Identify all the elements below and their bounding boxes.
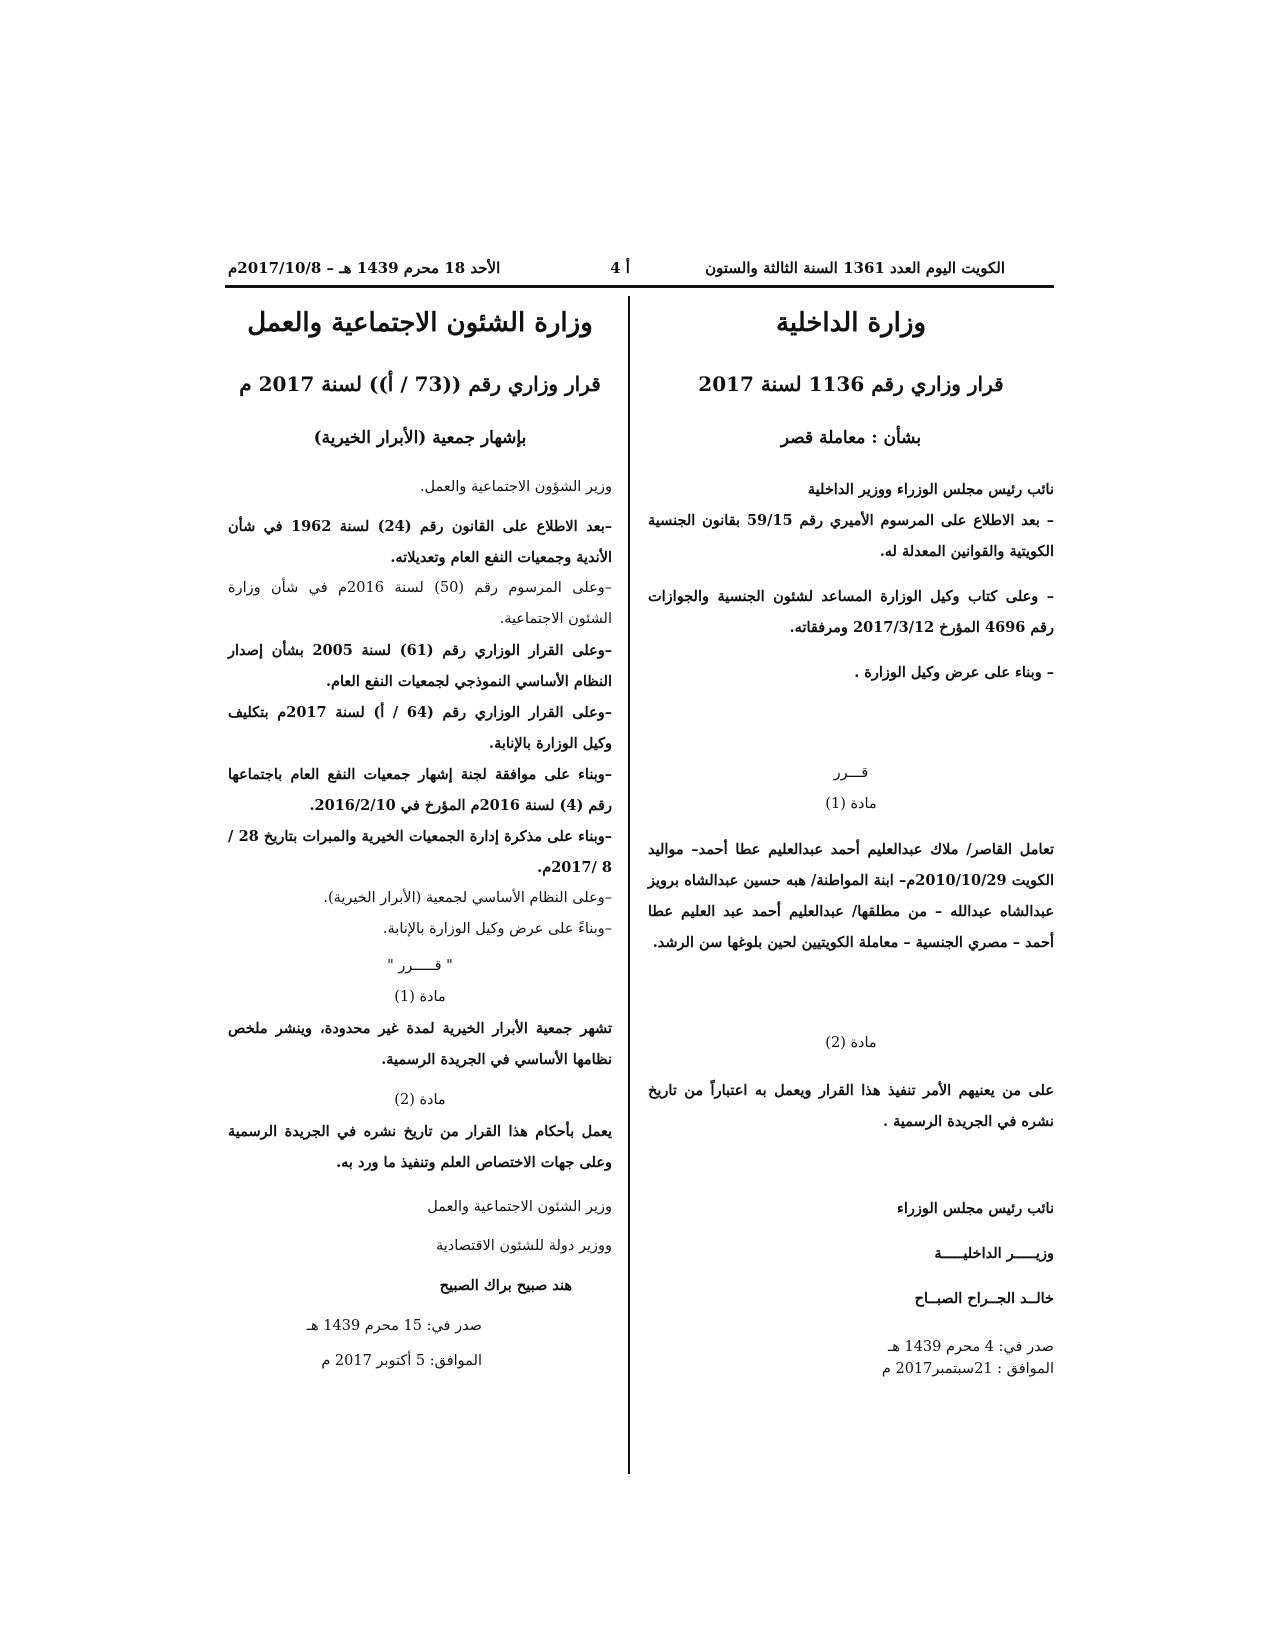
signatory-name: خالــد الجــراح الصبــاح [914, 1290, 1054, 1307]
signatory-title: وزير الشئون الاجتماعية والعمل [427, 1199, 612, 1215]
header-rule [225, 285, 1054, 288]
preamble-line: –وبناء على موافقة لجنة إشهار جمعيات النفع العام باجتماعها رقم (4) لسنة 2016م المؤرخ في 2016/2/10. [228, 766, 612, 814]
issue-date: صدر في: 4 محرم 1439 هـ [887, 1339, 1054, 1355]
decided-heading: قـــرر [833, 765, 869, 781]
preamble-line: – وعلى كتاب وكيل الوزارة المساعد لشئون الجنسية والجوازات رقم 4696 المؤرخ 2017/3/12 ومرفقاته. [648, 588, 1054, 636]
article-1-text: تعامل القاصر/ ملاك عبدالعليم أحمد عبدالعليم عطا أحمد– مواليد الكويت 2010/10/29م– ابنة المواطنة/ هبه حسين عبدالشاه برويز عبدالشاه عبدالله – من مطلقها/ عبدالعليم أحمد عبد العليم عطا أحمد – مصري الجنسية – معاملة الكويتيين لحين بلوغها سن الرشد. [648, 841, 1054, 951]
ministry-title: وزارة الشئون الاجتماعية والعمل [247, 308, 593, 338]
signatory-title: وزيـــــر الداخليـــــة [934, 1245, 1054, 1262]
signatory-title: نائب رئيس مجلس الوزراء [897, 1200, 1054, 1217]
article-1-title: مادة (1) [825, 796, 877, 812]
article-1-title: مادة (1) [394, 989, 446, 1005]
decree-subject: بإشهار جمعية (الأبرار الخيرية) [313, 428, 527, 448]
decided-heading: " قـــــرر " [387, 958, 453, 974]
article-2-text: على من يعنيهم الأمر تنفيذ هذا القرار ويعمل به اعتباراً من تاريخ نشره في الجريدة الرسمية . [648, 1082, 1054, 1130]
preamble-line: نائب رئيس مجلس الوزراء ووزير الداخلية [807, 481, 1054, 498]
corresponding-date: الموافق : 21سبتمبر2017 م [881, 1361, 1054, 1377]
ministry-title: وزارة الداخلية [775, 308, 927, 338]
header-issue-info: الكويت اليوم العدد 1361 السنة الثالثة والستون [705, 259, 1005, 277]
preamble-line: –وبناءً على عرض وكيل الوزارة بالإنابة. [382, 921, 612, 937]
decree-subject: بشأن : معاملة قصر [780, 428, 922, 448]
preamble-line: –وبناء على مذكرة إدارة الجمعيات الخيرية والمبرات بتاريخ 28 / 8 /2017م. [228, 828, 612, 876]
article-2-text: يعمل بأحكام هذا القرار من تاريخ نشره في الجريدة الرسمية وعلى جهات الاختصاص العلم وتنفيذ ما ورد به. [228, 1123, 612, 1171]
preamble-line: –وعلى القرار الوزاري رقم (61) لسنة 2005 بشأن إصدار النظام الأساسي النموذجي لجمعيات النفع العام. [228, 642, 613, 690]
preamble-line: –وعلى النظام الأساسي لجمعية (الأبرار الخيرية). [323, 890, 612, 906]
preamble-line: –بعد الاطلاع على القانون رقم (24) لسنة 1962 في شأن الأندية وجمعيات النفع العام وتعديلاته. [228, 518, 612, 566]
social-affairs-decree-column [228, 296, 612, 1530]
article-1-text: تشهر جمعية الأبرار الخيرية لمدة غير محدودة، وينشر ملخص نظامها الأساسي في الجريدة الرسمية. [228, 1020, 612, 1068]
corresponding-date: الموافق: 5 أكتوبر 2017 م [321, 1353, 482, 1369]
preamble-line: –وعلى المرسوم رقم (50) لسنة 2016م في شأن وزارة الشئون الاجتماعية. [228, 580, 612, 627]
decree-title: قرار وزاري رقم 1136 لسنة 2017 [698, 372, 1004, 396]
article-2-title: مادة (2) [825, 1035, 877, 1051]
preamble-line: وزير الشؤون الاجتماعية والعمل. [419, 479, 612, 495]
signatory-title: ووزير دولة للشئون الاقتصادية [435, 1238, 612, 1254]
column-divider [628, 296, 630, 1474]
preamble-line: –وعلى القرار الوزاري رقم (64 / أ) لسنة 2017م بتكليف وكيل الوزارة بالإنابة. [228, 704, 612, 752]
header-date: الأحد 18 محرم 1439 هـ – 2017/10/8م [228, 259, 501, 277]
header-page-number: أ 4 [610, 259, 630, 277]
decree-title: قرار وزاري رقم ((73 / أ)) لسنة 2017 م [239, 372, 601, 396]
article-2-title: مادة (2) [394, 1092, 446, 1108]
signatory-name: هند صبيح براك الصبيح [439, 1277, 572, 1294]
issue-date: صدر في: 15 محرم 1439 هـ [306, 1318, 482, 1334]
preamble-line: – وبناء على عرض وكيل الوزارة . [854, 664, 1054, 681]
preamble-line: – بعد الاطلاع على المرسوم الأميري رقم 59/15 بقانون الجنسية الكويتية والقوانين المعدلة له. [648, 512, 1055, 560]
interior-decree-column [648, 296, 1054, 1530]
